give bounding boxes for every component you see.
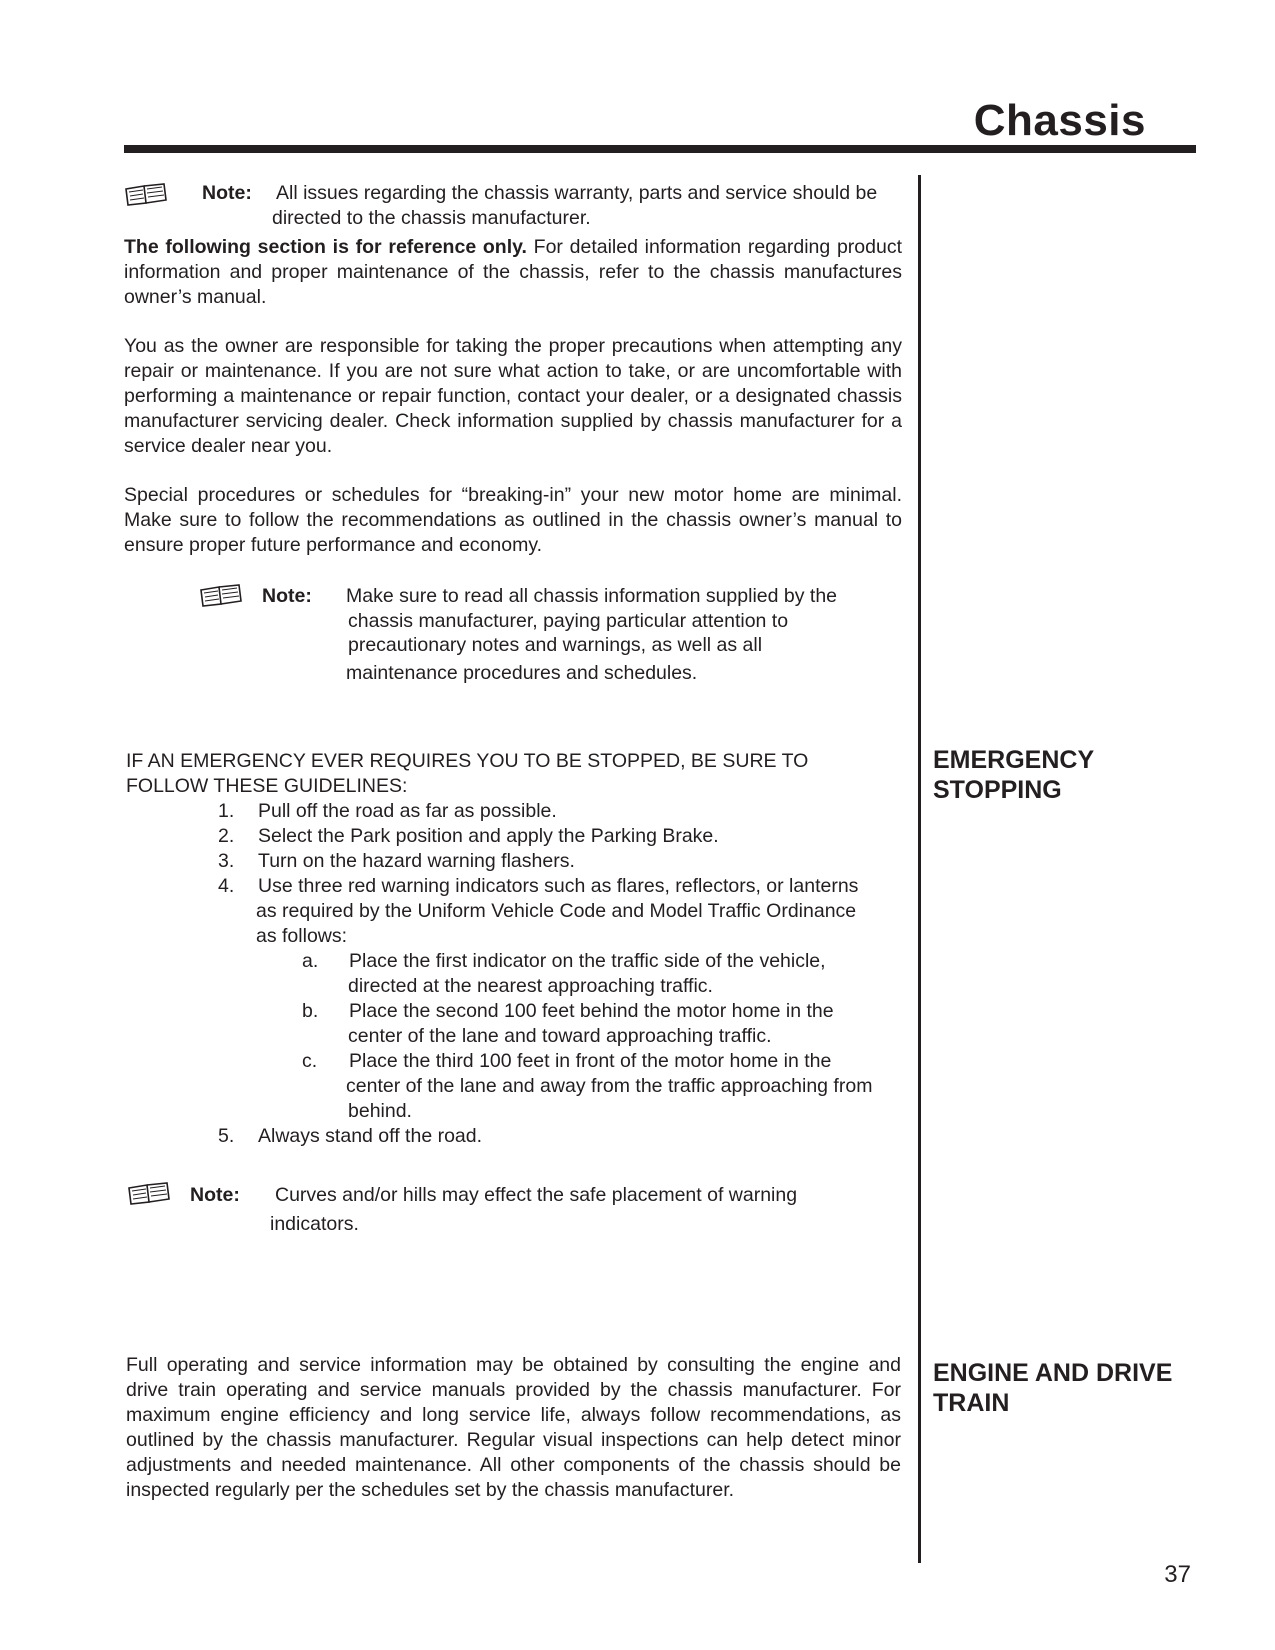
step-number: 3.	[218, 850, 235, 872]
heading-line: EMERGENCY	[933, 746, 1095, 774]
note-label: Note:	[190, 1184, 240, 1206]
step-text: Use three red warning indicators such as flares, reflectors, or lanterns	[258, 875, 859, 897]
substep-text: center of the lane and away from the traffic approaching from	[346, 1075, 873, 1097]
note-text-line: precautionary notes and warnings, as well as all	[348, 634, 763, 656]
substep-letter: a.	[302, 950, 319, 972]
open-book-icon	[199, 584, 243, 608]
note-text-line: indicators.	[270, 1213, 359, 1235]
note-text-line: Make sure to read all chassis information supplied by the	[346, 585, 838, 607]
title-divider	[124, 145, 1196, 153]
step-text: Always stand off the road.	[258, 1125, 483, 1147]
emergency-intro-line: IF AN EMERGENCY EVER REQUIRES YOU TO BE STOPPED, BE SURE TO	[126, 750, 809, 772]
engine-paragraph: Full operating and service information may be obtained by consulting the engine and drive train operating and service manuals provided by the chassis manufacturer. For maximum engine efficiency and long service life, always follow recommendations, as outlined by the chassis manufacturer. Regular visual inspections can help detect minor adjustments and needed maintenance. All other components of the chassis should be inspected regularly per the schedules set by the chassis manufacturer.	[126, 1354, 901, 1501]
page-number: 37	[1164, 1561, 1191, 1588]
step-text: Pull off the road as far as possible.	[258, 800, 557, 822]
substep-text: Place the third 100 feet in front of the motor home in the	[349, 1050, 832, 1072]
note-text-line: Curves and/or hills may effect the safe placement of warning	[275, 1184, 798, 1206]
heading-line: TRAIN	[933, 1389, 1010, 1417]
step-number: 5.	[218, 1125, 235, 1147]
step-text: Select the Park position and apply the Parking Brake.	[258, 825, 719, 847]
note-text-line: directed to the chassis manufacturer.	[272, 207, 591, 229]
note-text-line: chassis manufacturer, paying particular attention to	[348, 610, 789, 632]
section-heading-engine	[933, 1358, 1172, 1418]
substep-text: Place the first indicator on the traffic side of the vehicle,	[349, 950, 826, 972]
note-text-line: All issues regarding the chassis warranty, parts and service should be	[276, 182, 878, 204]
step-text: as follows:	[256, 925, 348, 947]
column-divider	[918, 175, 921, 1563]
open-book-icon	[127, 1182, 171, 1206]
step-number: 4.	[218, 875, 235, 897]
note-text-line: maintenance procedures and schedules.	[346, 662, 698, 684]
intro-paragraph-2: You as the owner are responsible for taking the proper precautions when attempting any repair or maintenance. If you are not sure what action to take, or are uncomfortable with performing a maintenance or repair function, contact your dealer, or a designated chassis manufacturer servicing dealer. Check information supplied by chassis manufacturer for a service dealer near you.	[124, 335, 902, 457]
bold-lead: The following section is for reference only.	[124, 236, 527, 258]
section-heading-emergency	[933, 745, 1094, 805]
substep-text: behind.	[348, 1100, 412, 1122]
emergency-intro-line: FOLLOW THESE GUIDELINES:	[126, 775, 408, 797]
substep-text: directed at the nearest approaching traffic.	[348, 975, 713, 997]
step-number: 2.	[218, 825, 235, 847]
substep-letter: c.	[302, 1050, 318, 1072]
note-label: Note:	[262, 585, 312, 607]
open-book-icon	[124, 183, 168, 207]
substep-text: Place the second 100 feet behind the motor home in the	[349, 1000, 834, 1022]
heading-line: ENGINE AND DRIVE	[933, 1359, 1173, 1387]
step-number: 1.	[218, 800, 235, 822]
step-text: Turn on the hazard warning flashers.	[258, 850, 575, 872]
heading-line: STOPPING	[933, 776, 1062, 804]
intro-paragraph-3: Special procedures or schedules for “breaking-in” your new motor home are minimal. Make sure to follow the recommendations as outlined in the chassis owner’s manual to ensure proper future performance and economy.	[124, 484, 902, 556]
intro-paragraph-1	[124, 235, 902, 310]
page-title: Chassis	[973, 96, 1146, 145]
substep-letter: b.	[302, 1000, 319, 1022]
note-label: Note:	[202, 182, 252, 204]
substep-text: center of the lane and toward approaching traffic.	[348, 1025, 772, 1047]
step-text: as required by the Uniform Vehicle Code and Model Traffic Ordinance	[256, 900, 857, 922]
paragraph-text: For detailed information regarding product information and proper maintenance of the chassis, refer to the chassis manufactures owner’s manual.	[124, 236, 903, 308]
